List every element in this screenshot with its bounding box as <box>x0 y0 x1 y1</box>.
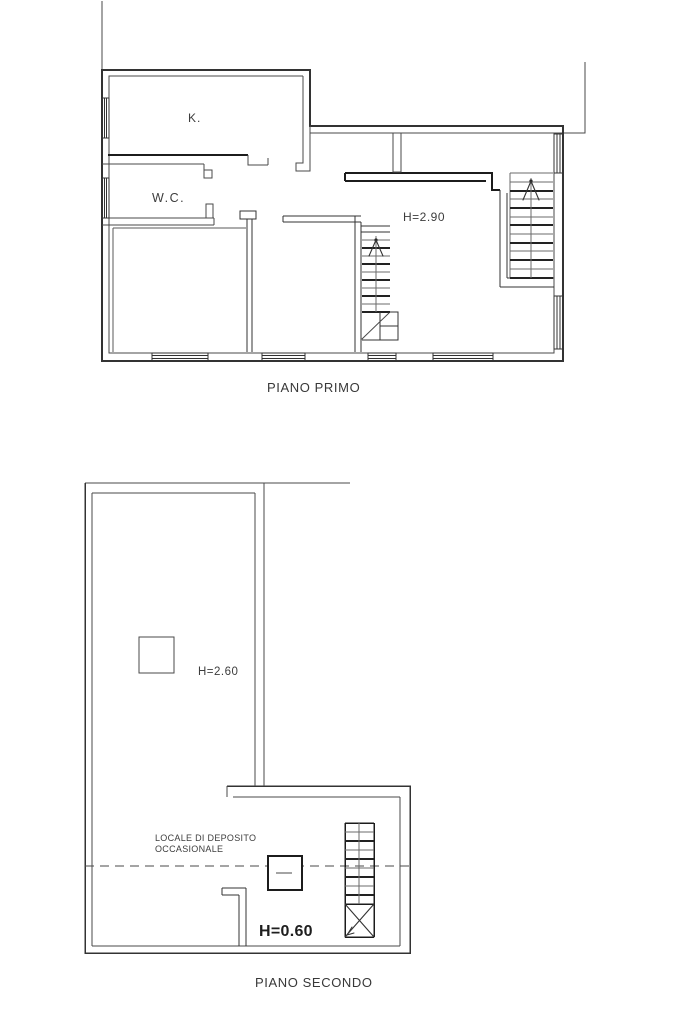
ceiling-height-label: H=2.90 <box>403 210 446 224</box>
kitchen-south-wall <box>102 155 268 170</box>
interior-staircase <box>361 226 398 340</box>
window <box>368 353 396 361</box>
inner-wall-face <box>92 493 400 946</box>
chimney-flue <box>139 637 174 673</box>
low-height-label: H=0.60 <box>259 923 313 940</box>
stair-landing <box>362 312 398 340</box>
window <box>152 353 208 361</box>
storage-partition-wall <box>222 888 246 946</box>
dining-partition-wall <box>393 133 401 172</box>
window <box>102 98 109 138</box>
wc-label: W.C. <box>152 191 186 205</box>
kitchen-label: K. <box>188 111 202 125</box>
stair-direction-cross <box>345 904 374 937</box>
outer-wall <box>85 483 410 953</box>
main-room-east-wall <box>255 483 264 786</box>
room-divider-cap <box>240 211 256 219</box>
floor-title: PIANO SECONDO <box>255 975 373 990</box>
bedroom1-inner-face <box>113 228 246 352</box>
exterior-staircase <box>510 173 553 278</box>
window <box>433 353 493 361</box>
second-floor-plan <box>85 483 410 990</box>
adjacent-building-outline <box>554 62 585 133</box>
floor-title: PIANO PRIMO <box>267 380 361 395</box>
window <box>262 353 305 361</box>
kitchen-east-wall <box>296 76 310 171</box>
wc-door-jamb <box>204 170 212 178</box>
bedroom2-north-wall <box>283 216 361 222</box>
bedroom-door-jamb <box>206 204 213 218</box>
ceiling-height-label: H=2.60 <box>198 666 239 678</box>
stairhall-west-wall <box>500 190 554 287</box>
first-floor-plan <box>102 1 585 395</box>
inner-wall-face <box>109 76 554 353</box>
stairwell-west-wall <box>355 216 361 352</box>
storage-room-label-line1: LOCALE DI DEPOSITO <box>155 833 257 843</box>
window <box>102 178 109 218</box>
storage-room-label-line2: OCCASIONALE <box>155 844 224 854</box>
window <box>554 134 563 173</box>
wc-south-wall <box>102 218 214 225</box>
window <box>554 296 563 349</box>
room-divider-wall <box>247 219 252 352</box>
corridor-south-wall <box>345 173 500 190</box>
